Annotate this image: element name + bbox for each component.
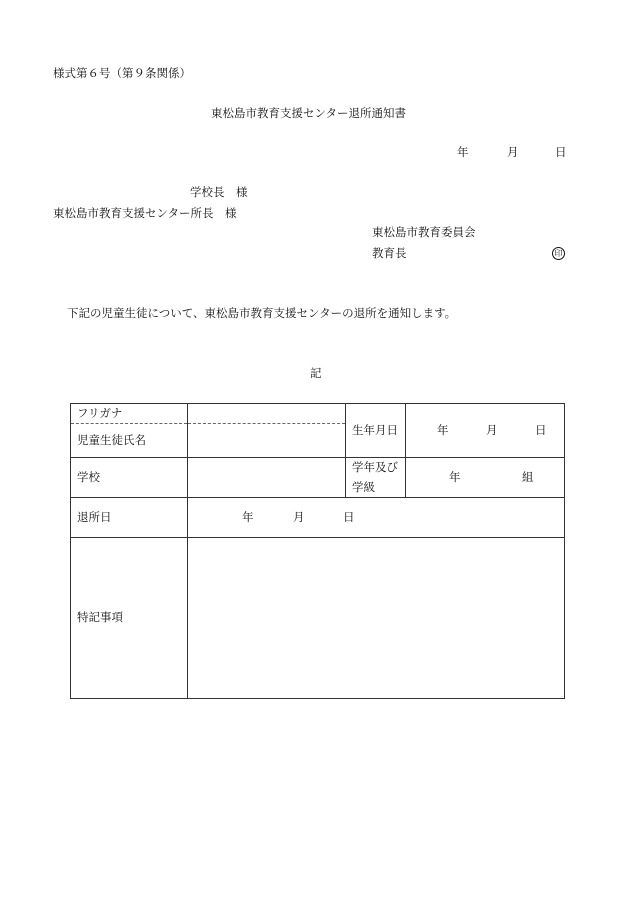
grade-class-field[interactable]	[406, 458, 565, 498]
birth-month: 月	[486, 422, 498, 437]
exit-date-label: 退所日	[71, 498, 188, 538]
birthdate-label: 生年月日	[346, 404, 406, 458]
student-name-label: 児童生徒氏名	[71, 424, 188, 458]
grade-label-line2: 学級	[352, 479, 375, 494]
exit-day: 日	[343, 509, 355, 524]
exit-date-field[interactable]	[188, 498, 565, 538]
seal-mark	[552, 247, 565, 260]
notes-field[interactable]	[188, 538, 565, 699]
document-title: 東松島市教育支援センター退所通知書	[211, 106, 407, 120]
student-info-table	[70, 403, 565, 699]
grade-class: 組	[522, 469, 534, 484]
body-text: 下記の児童生徒について、東松島市教育支援センターの退所を通知します。	[67, 306, 457, 320]
seal-icon: 印	[552, 247, 565, 260]
birth-day: 日	[535, 422, 547, 437]
sender-title: 教育長	[372, 246, 407, 260]
grade-class-label	[346, 458, 406, 498]
notes-label: 特記事項	[71, 538, 188, 699]
addressee-principal: 学校長 様	[190, 185, 248, 199]
grade-year: 年	[449, 469, 461, 484]
birth-year: 年	[437, 422, 449, 437]
furigana-field[interactable]	[188, 404, 346, 424]
student-name-field[interactable]	[188, 424, 346, 458]
issue-date-year: 年	[457, 145, 469, 159]
issue-date-month: 月	[507, 145, 519, 159]
addressee-center-director: 東松島市教育支援センター所長 様	[53, 206, 237, 220]
exit-year: 年	[242, 509, 254, 524]
grade-label-line1: 学年及び	[352, 459, 398, 474]
school-label: 学校	[71, 458, 188, 498]
sender-org: 東松島市教育委員会	[372, 225, 476, 239]
exit-month: 月	[293, 509, 305, 524]
birthdate-field[interactable]	[406, 404, 565, 458]
furigana-label: フリガナ	[71, 404, 188, 424]
ki-heading: 記	[310, 366, 322, 380]
issue-date-day: 日	[555, 145, 567, 159]
school-field[interactable]	[188, 458, 346, 498]
form-number: 様式第６号（第９条関係）	[53, 66, 191, 80]
